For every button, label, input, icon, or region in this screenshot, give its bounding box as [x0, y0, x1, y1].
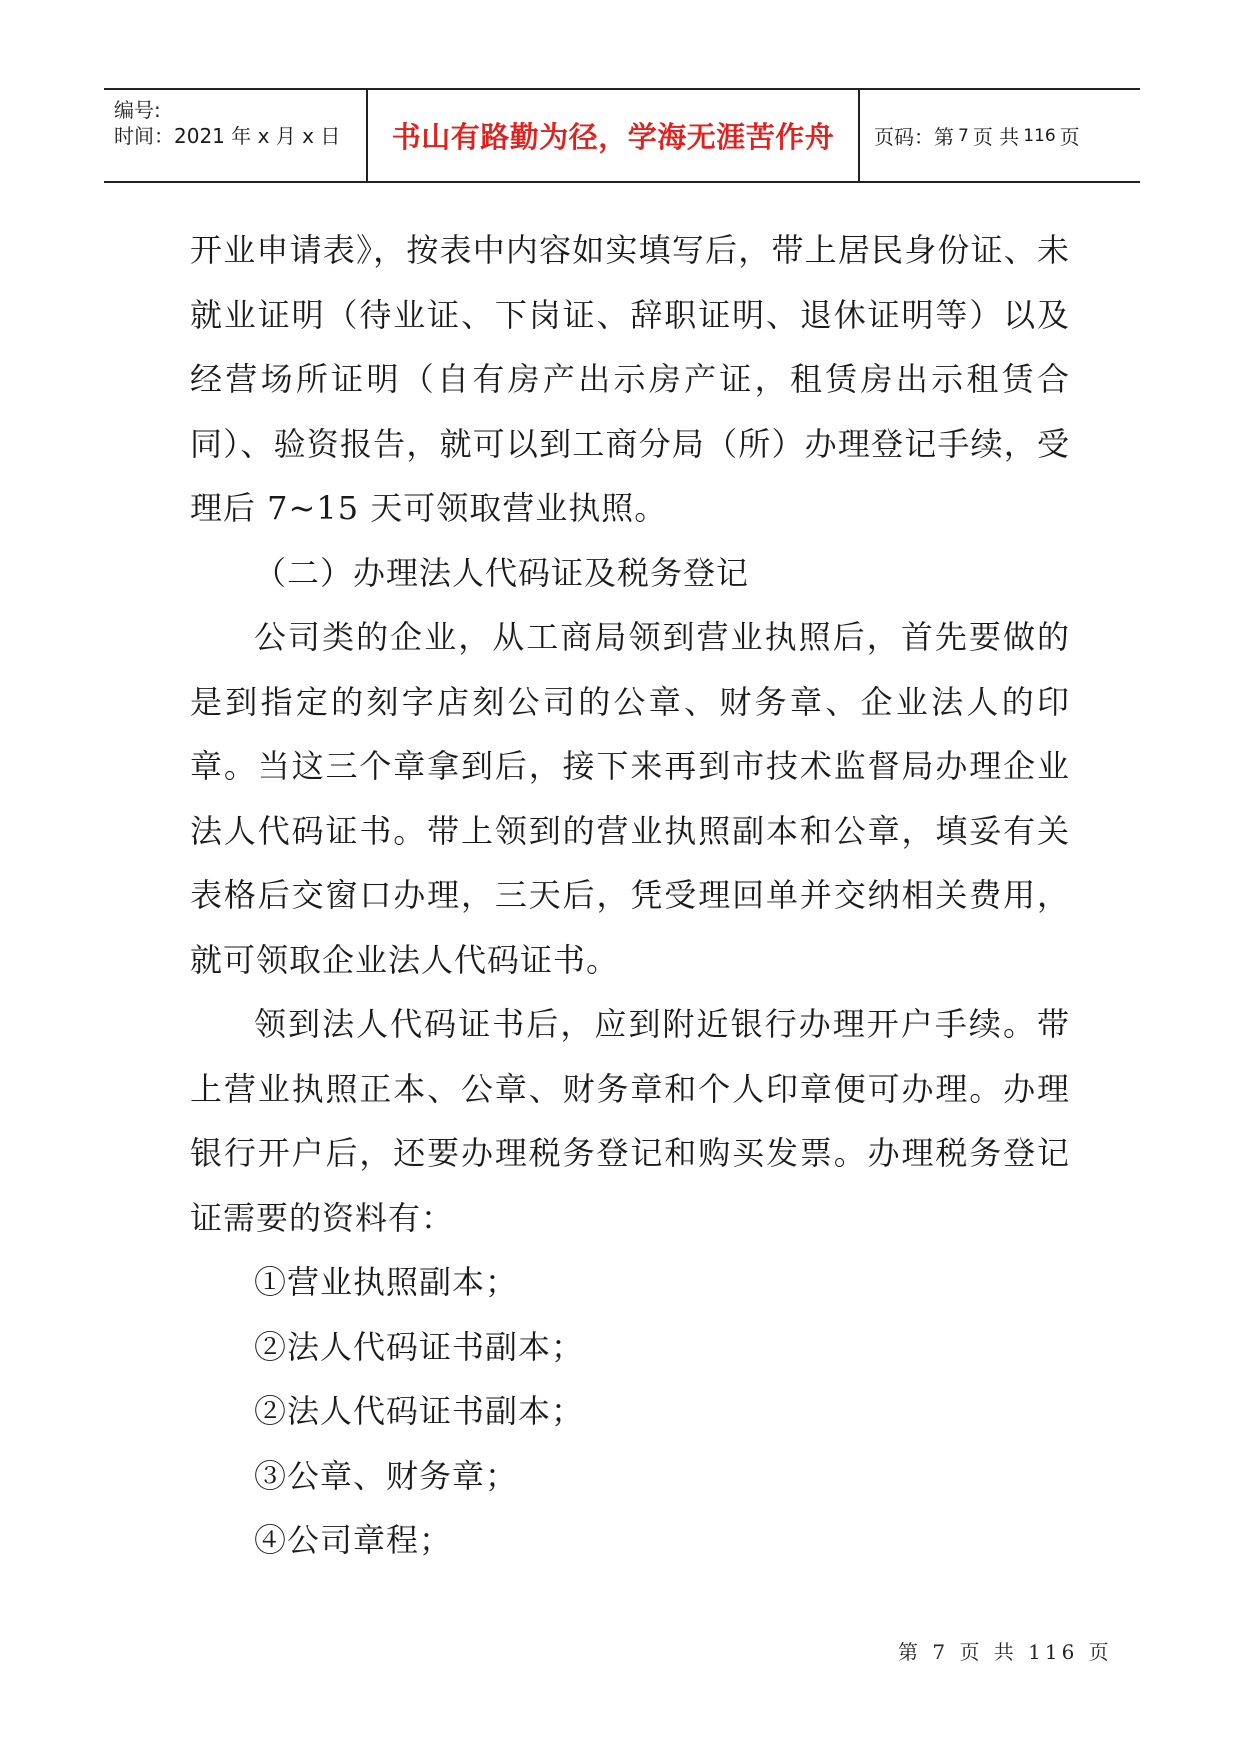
list-item: ③公章、财务章； [254, 1456, 519, 1495]
list-item: ②法人代码证书副本； [254, 1327, 585, 1366]
paragraph-1: 开业申请表》，按表中内容如实填写后，带上居民身份证、未就业证明（待业证、下岗证、辞职证明、退休证明等）以及经营场所证明（自有房产出示房产证，租赁房出示租赁合同）、验资报告，就可以到工商分局（所）办理登记手续，受理后 7~15 天可领取营业执照。 [190, 231, 1070, 527]
document-body [190, 218, 1070, 1573]
page-footer: 第 7 页 共 116 页 [898, 1640, 1113, 1664]
document-time-label: 时间：2021 年 x 月 x 日 [114, 124, 341, 148]
header-motto: 书山有路勤为径，学海无涯苦作舟 [368, 90, 860, 181]
list-item: ④公司章程； [254, 1521, 453, 1559]
header-meta [104, 90, 368, 181]
page-suffix: 页 [1059, 125, 1080, 149]
paragraph-3: 领到法人代码证书后，应到附近银行办理开户手续。带上营业执照正本、公章、财务章和个人印章便可办理。办理银行开户后，还要办理税务登记和购买发票。办理税务登记证需要的资料有： [190, 1005, 1070, 1237]
page-middle: 页 共 [972, 125, 1020, 149]
header-page-info [860, 90, 1140, 181]
page-prefix: 页码：第 [874, 125, 954, 149]
page-total: 116 [1023, 125, 1056, 146]
document-number-label: 编号: [114, 98, 161, 122]
list-item: ②法人代码证书副本； [254, 1392, 585, 1430]
section-title: （二）办理法人代码证及税务登记 [254, 553, 750, 592]
page-current: 7 [958, 125, 969, 146]
page-header [104, 88, 1140, 183]
paragraph-2: 公司类的企业，从工商局领到营业执照后，首先要做的是到指定的刻字店刻公司的公章、财务章、企业法人的印章。当这三个章拿到后，接下来再到市技术监督局办理企业法人代码证书。带上领到的营业执照副本和公章，填妥有关表格后交窗口办理，三天后，凭受理回单并交纳相关费用，就可领取企业法人代码证书。 [190, 618, 1070, 979]
list-item: ①营业执照副本； [254, 1263, 519, 1301]
